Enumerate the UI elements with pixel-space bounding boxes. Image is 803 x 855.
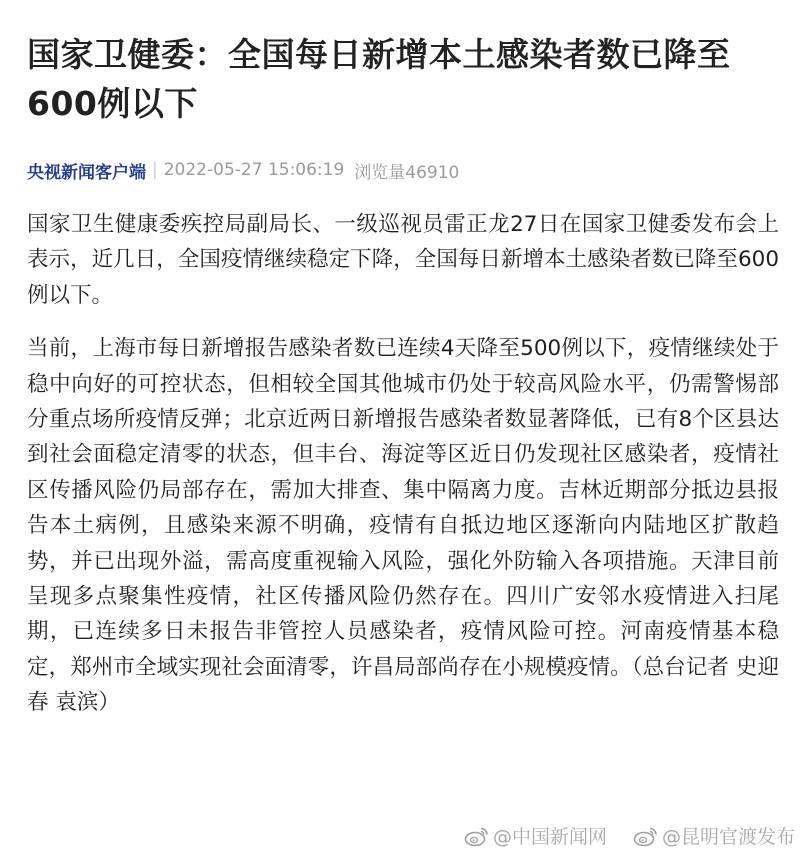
article-meta <box>27 157 779 183</box>
weibo-icon <box>464 825 490 847</box>
watermark-group <box>464 822 795 849</box>
article-paragraph: 当前，上海市每日新增报告感染者数已连续4天降至500例以下，疫情继续处于稳中向好的可控状态，但相较全国其他城市仍处于较高风险水平，仍需警惕部分重点场所疫情反弹；北京近两日新增报告感染者数显著降低，已有8个区县达到社会面稳定清零的状态，但丰台、海淀等区近日仍发现社区感染者，疫情社区传播风险仍局部存在，需加大排查、集中隔离力度。吉林近期部分抵边县报告本土病例，且感染来源不明确，疫情有自抵边地区逐渐向内陆地区扩散趋势，并已出现外溢，需高度重视输入风险，强化外防输入各项措施。天津目前呈现多点聚集性疫情，社区传播风险仍然存在。四川广安邻水疫情进入扫尾期，已连续多日未报告非管控人员感染者，疫情风险可控。河南疫情基本稳定，郑州市全域实现社会面清零，许昌局部尚存在小规模疫情。（总台记者 史迎春 袁滨） <box>27 336 779 716</box>
view-count: 浏览量46910 <box>354 162 460 183</box>
source-name[interactable]: 央视新闻客户端 <box>27 162 146 183</box>
watermark <box>633 822 795 849</box>
article-paragraph: 国家卫生健康委疾控局副局长、一级巡视员雷正龙27日在国家卫健委发布会上表示，近几日，全国疫情继续稳定下降，全国每日新增本土感染者数已降至600例以下。 <box>27 212 779 308</box>
article <box>27 30 779 721</box>
watermark <box>464 822 607 849</box>
article-title: 国家卫健委：全国每日新增本土感染者数已降至600例以下 <box>27 35 731 123</box>
watermark-text: @昆明官渡发布 <box>661 826 795 848</box>
weibo-icon <box>633 825 659 847</box>
watermark-text: @中国新闻网 <box>492 826 607 848</box>
publish-datetime: 2022-05-27 15:06:19 <box>163 160 345 180</box>
meta-separator: | <box>152 160 158 180</box>
